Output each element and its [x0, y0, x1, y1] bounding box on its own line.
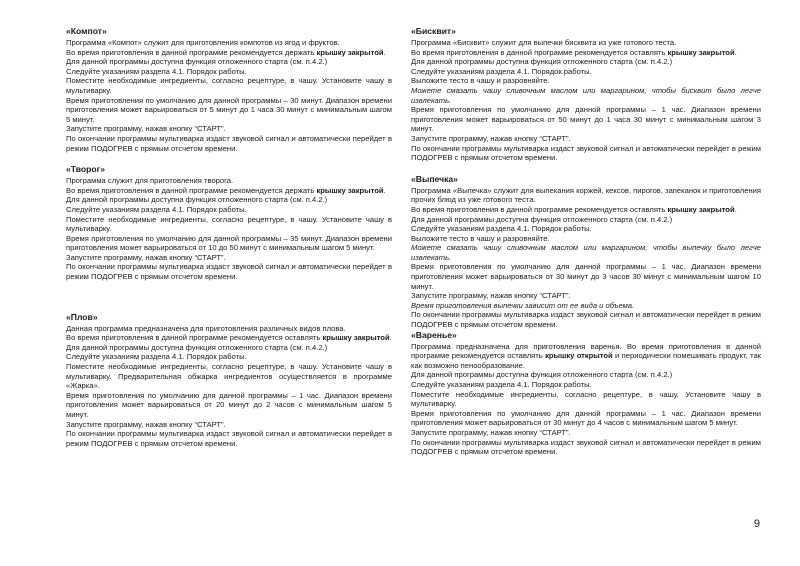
paragraph-text: По окончании программы мультиварка издаст звуковой сигнал и автоматически перейдет в режим ПОДОГРЕВ с прямым отсчетом времени. [66, 133, 392, 153]
paragraph-text: Во время приготовления в данной программе рекомендуется оставлять [411, 47, 668, 57]
paragraph-text: Выложите тесто в чашу и разровняйте. [411, 233, 550, 243]
left-column [66, 26, 392, 448]
section-title: «Плов» [66, 311, 98, 322]
emphasis-text: крышку закрытой [322, 333, 390, 343]
paragraph-text: Программа служит для приготовления творога. [66, 176, 234, 186]
paragraph-text: Во время приготовления в данной программе рекомендуется оставлять [411, 204, 668, 214]
body-paragraph [66, 333, 392, 343]
paragraph-text: Время приготовления по умолчанию для данной программы – 1 час. Диапазон времени приготовления может варьироваться от 30 минут до 4 часов с минимальным шагом 5 минут. [411, 408, 761, 428]
body-paragraph [66, 343, 392, 353]
section-title: «Компот» [66, 26, 107, 36]
body-paragraph [411, 134, 761, 144]
emphasis-text: крышку закрытой [316, 185, 384, 195]
paragraph-text: Данная программа предназначена для приготовления различных видов плова. [66, 323, 346, 333]
body-paragraph [411, 438, 761, 457]
body-paragraph [66, 96, 392, 125]
emphasis-text: крышку открытой [545, 351, 613, 361]
paragraph-text-tail: . [734, 47, 737, 57]
paragraph-text: Следуйте указаниям раздела 4.1. Порядок работы. [66, 204, 247, 214]
body-paragraph [66, 57, 392, 67]
paragraph-text: Поместите необходимые ингредиенты, согласно рецептуре, в чашу. Установите чашу в мультиварку. [66, 76, 392, 95]
body-paragraph [411, 48, 761, 58]
paragraph-text: Время приготовления по умолчанию для данной программы – 35 минут. Диапазон времени приготовления может варьироваться от 10 до 50 минут с минимальным шагом 5 минут. [66, 233, 392, 253]
paragraph-text: Следуйте указаниям раздела 4.1. Порядок работы. [411, 66, 592, 76]
body-paragraph [66, 391, 392, 420]
body-paragraph [411, 105, 761, 134]
paragraph-text: Запустите программу, нажав кнопку “СТАРТ”. [66, 419, 226, 429]
emphasis-text: крышку закрытой [667, 47, 735, 57]
paragraph-text: Программа «Компот» служит для приготовления компотов из ягод и фруктов. [66, 38, 340, 47]
body-paragraph [411, 186, 761, 205]
body-paragraph [66, 352, 392, 362]
paragraph-text: Время приготовления по умолчанию для данной программы – 30 минут. Диапазон времени приготовления может варьироваться от 5 минут до 1 часа 30 минут с минимальным шагом 5 минут. [66, 95, 392, 124]
note-paragraph [411, 301, 761, 311]
body-paragraph [411, 428, 761, 438]
paragraph-text: Следуйте указаниям раздела 4.1. Порядок работы. [66, 352, 247, 362]
paragraph-text: Программа предназначена для приготовления варенья. Во время приготовления в данной программе рекомендуется оставлять [411, 341, 761, 361]
note-paragraph [411, 243, 761, 262]
paragraph-text: Для данной программы доступна функция отложенного старта (см. п.4.2.) [411, 57, 673, 67]
body-paragraph [411, 76, 761, 86]
emphasis-text: крышку закрытой [667, 204, 735, 214]
body-paragraph [66, 124, 392, 134]
paragraph-text: Поместите необходимые ингредиенты, согласно рецептуре, в чашу. Установите чашу в мультиварку. Предварительная обжарка ингредиентов осуществляется в программе «Жарка». [66, 362, 392, 391]
body-paragraph [411, 390, 761, 409]
body-paragraph [66, 176, 392, 186]
paragraph-text: Время приготовления выпечки зависит от ее вида и объема. [411, 300, 635, 310]
paragraph-text-tail: и периодически помешивать продукт, так как возможно пенообразование. [411, 351, 762, 370]
body-paragraph [411, 67, 761, 77]
body-paragraph [66, 186, 392, 196]
paragraph-text: Время приготовления по умолчанию для данной программы – 1 час. Диапазон времени приготовления может варьироваться от 30 минут до 3 часов 30 минут с минимальным шагом 10 минут. [411, 262, 761, 291]
paragraph-text: Для данной программы доступна функция отложенного старта (см. п.4.2.) [66, 195, 328, 205]
body-paragraph [411, 144, 761, 163]
paragraph-text-tail: . [383, 185, 386, 195]
body-paragraph [66, 262, 392, 281]
page-number: 9 [753, 518, 760, 530]
paragraph-text: Для данной программы доступна функция отложенного старта (см. п.4.2.) [411, 214, 673, 224]
paragraph-text: Время приготовления по умолчанию для данной программы – 1 час. Диапазон времени приготовления может варьироваться от 50 минут до 1 часа 30 минут с минимальным шагом 3 минут. [411, 105, 761, 134]
body-paragraph [66, 429, 392, 448]
body-paragraph [411, 57, 761, 67]
paragraph-text: Программа «Бисквит» служит для выпечки бисквита из уже готового теста. [411, 38, 677, 47]
paragraph-text: Запустите программу, нажав кнопку “СТАРТ”. [411, 133, 571, 143]
paragraph-text: По окончании программы мультиварка издаст звуковой сигнал и автоматически перейдет в режим ПОДОГРЕВ с прямым отсчетом времени. [66, 429, 392, 448]
body-paragraph [66, 76, 392, 95]
body-paragraph [411, 310, 761, 329]
paragraph-text: Поместите необходимые ингредиенты, согласно рецептуре, в чашу. Установите чашу в мультиварку. [66, 214, 392, 234]
body-paragraph [66, 195, 392, 205]
section-3 [411, 330, 761, 457]
paragraph-text: Выложите тесто в чашу и разровняйте. [411, 76, 550, 86]
section-title: «Варенье» [411, 329, 457, 340]
paragraph-text: Программа «Выпечка» служит для выпекания коржей, кексов, пирогов, запеканок и приготовления прочих блюд из уже готового теста. [411, 185, 761, 205]
section-2 [66, 164, 392, 282]
section-2 [411, 174, 761, 330]
paragraph-text: Запустите программу, нажав кнопку “СТАРТ”. [411, 291, 571, 301]
paragraph-text: Время приготовления по умолчанию для данной программы – 1 час. Диапазон времени приготовления может варьироваться от 20 минут до 2 часов с минимальным шагом 5 минут. [66, 390, 392, 419]
body-paragraph [66, 205, 392, 215]
body-paragraph [411, 262, 761, 291]
body-paragraph [66, 215, 392, 234]
emphasis-text: крышку закрытой [316, 47, 384, 57]
paragraph-text: По окончании программы мультиварка издаст звуковой сигнал и автоматически перейдет в режим ПОДОГРЕВ с прямым отсчетом времени. [411, 143, 761, 163]
section-1 [411, 26, 761, 163]
body-paragraph [411, 342, 761, 371]
paragraph-text: Поместите необходимые ингредиенты, согласно рецептуре, в чашу. Установите чашу в мультиварку. [411, 389, 761, 409]
body-paragraph [66, 324, 392, 334]
body-paragraph [66, 420, 392, 430]
section-title: «Выпечка» [411, 173, 458, 184]
paragraph-text-tail: . [389, 333, 392, 343]
paragraph-text-tail: . [383, 47, 386, 57]
paragraph-text: По окончании программы мультиварка издаст звуковой сигнал и автоматически перейдет в режим ПОДОГРЕВ с прямым отсчетом времени. [411, 437, 761, 457]
body-paragraph [411, 215, 761, 225]
paragraph-text: Для данной программы доступна функция отложенного старта (см. п.4.2.) [411, 370, 673, 380]
paragraph-text: Следуйте указаниям раздела 4.1. Порядок работы. [411, 224, 592, 234]
paragraph-text: Запустите программу, нажав кнопку “СТАРТ”. [411, 427, 571, 437]
paragraph-text: Запустите программу, нажав кнопку “СТАРТ”. [66, 252, 226, 262]
body-paragraph [66, 234, 392, 253]
body-paragraph [411, 234, 761, 244]
body-paragraph [66, 38, 392, 48]
body-paragraph [411, 291, 761, 301]
paragraph-text: Для данной программы доступна функция отложенного старта (см. п.4.2.) [66, 342, 328, 352]
section-title: «Бисквит» [411, 26, 456, 36]
paragraph-text: По окончании программы мультиварка издаст звуковой сигнал и автоматически перейдет в режим ПОДОГРЕВ с прямым отсчетом времени. [66, 262, 392, 282]
paragraph-text: Следуйте указаниям раздела 4.1. Порядок работы. [411, 380, 592, 389]
paragraph-text: Можете смазать чашу сливочным маслом или маргарином, чтобы выпечку было легче извлекать. [411, 243, 761, 262]
body-paragraph [411, 38, 761, 48]
note-paragraph [411, 86, 761, 105]
paragraph-text: Во время приготовления в данной программе рекомендуется держать [66, 47, 317, 57]
paragraph-text: Во время приготовления в данной программе рекомендуется оставлять [66, 333, 323, 343]
body-paragraph [66, 362, 392, 391]
paragraph-text-tail: . [734, 204, 737, 214]
section-1 [66, 26, 392, 153]
paragraph-text: Запустите программу, нажав кнопку “СТАРТ”. [66, 124, 226, 134]
paragraph-text: По окончании программы мультиварка издаст звуковой сигнал и автоматически перейдет в режим ПОДОГРЕВ с прямым отсчетом времени. [411, 310, 761, 330]
paragraph-text: Можете смазать чашу сливочным маслом или маргарином, чтобы бисквит было легче извлекать. [411, 85, 761, 105]
section-title: «Творог» [66, 164, 105, 175]
body-paragraph [411, 370, 761, 380]
body-paragraph [66, 67, 392, 77]
body-paragraph [66, 253, 392, 263]
body-paragraph [411, 224, 761, 234]
body-paragraph [411, 205, 761, 215]
paragraph-text: Для данной программы доступна функция отложенного старта (см. п.4.2.) [66, 57, 328, 67]
right-column [411, 26, 761, 457]
body-paragraph [411, 409, 761, 428]
body-paragraph [66, 134, 392, 153]
paragraph-text: Следуйте указаниям раздела 4.1. Порядок работы. [66, 66, 247, 76]
body-paragraph [411, 380, 761, 390]
paragraph-text: Во время приготовления в данной программе рекомендуется держать [66, 185, 317, 195]
body-paragraph [66, 48, 392, 58]
section-3 [66, 312, 392, 449]
